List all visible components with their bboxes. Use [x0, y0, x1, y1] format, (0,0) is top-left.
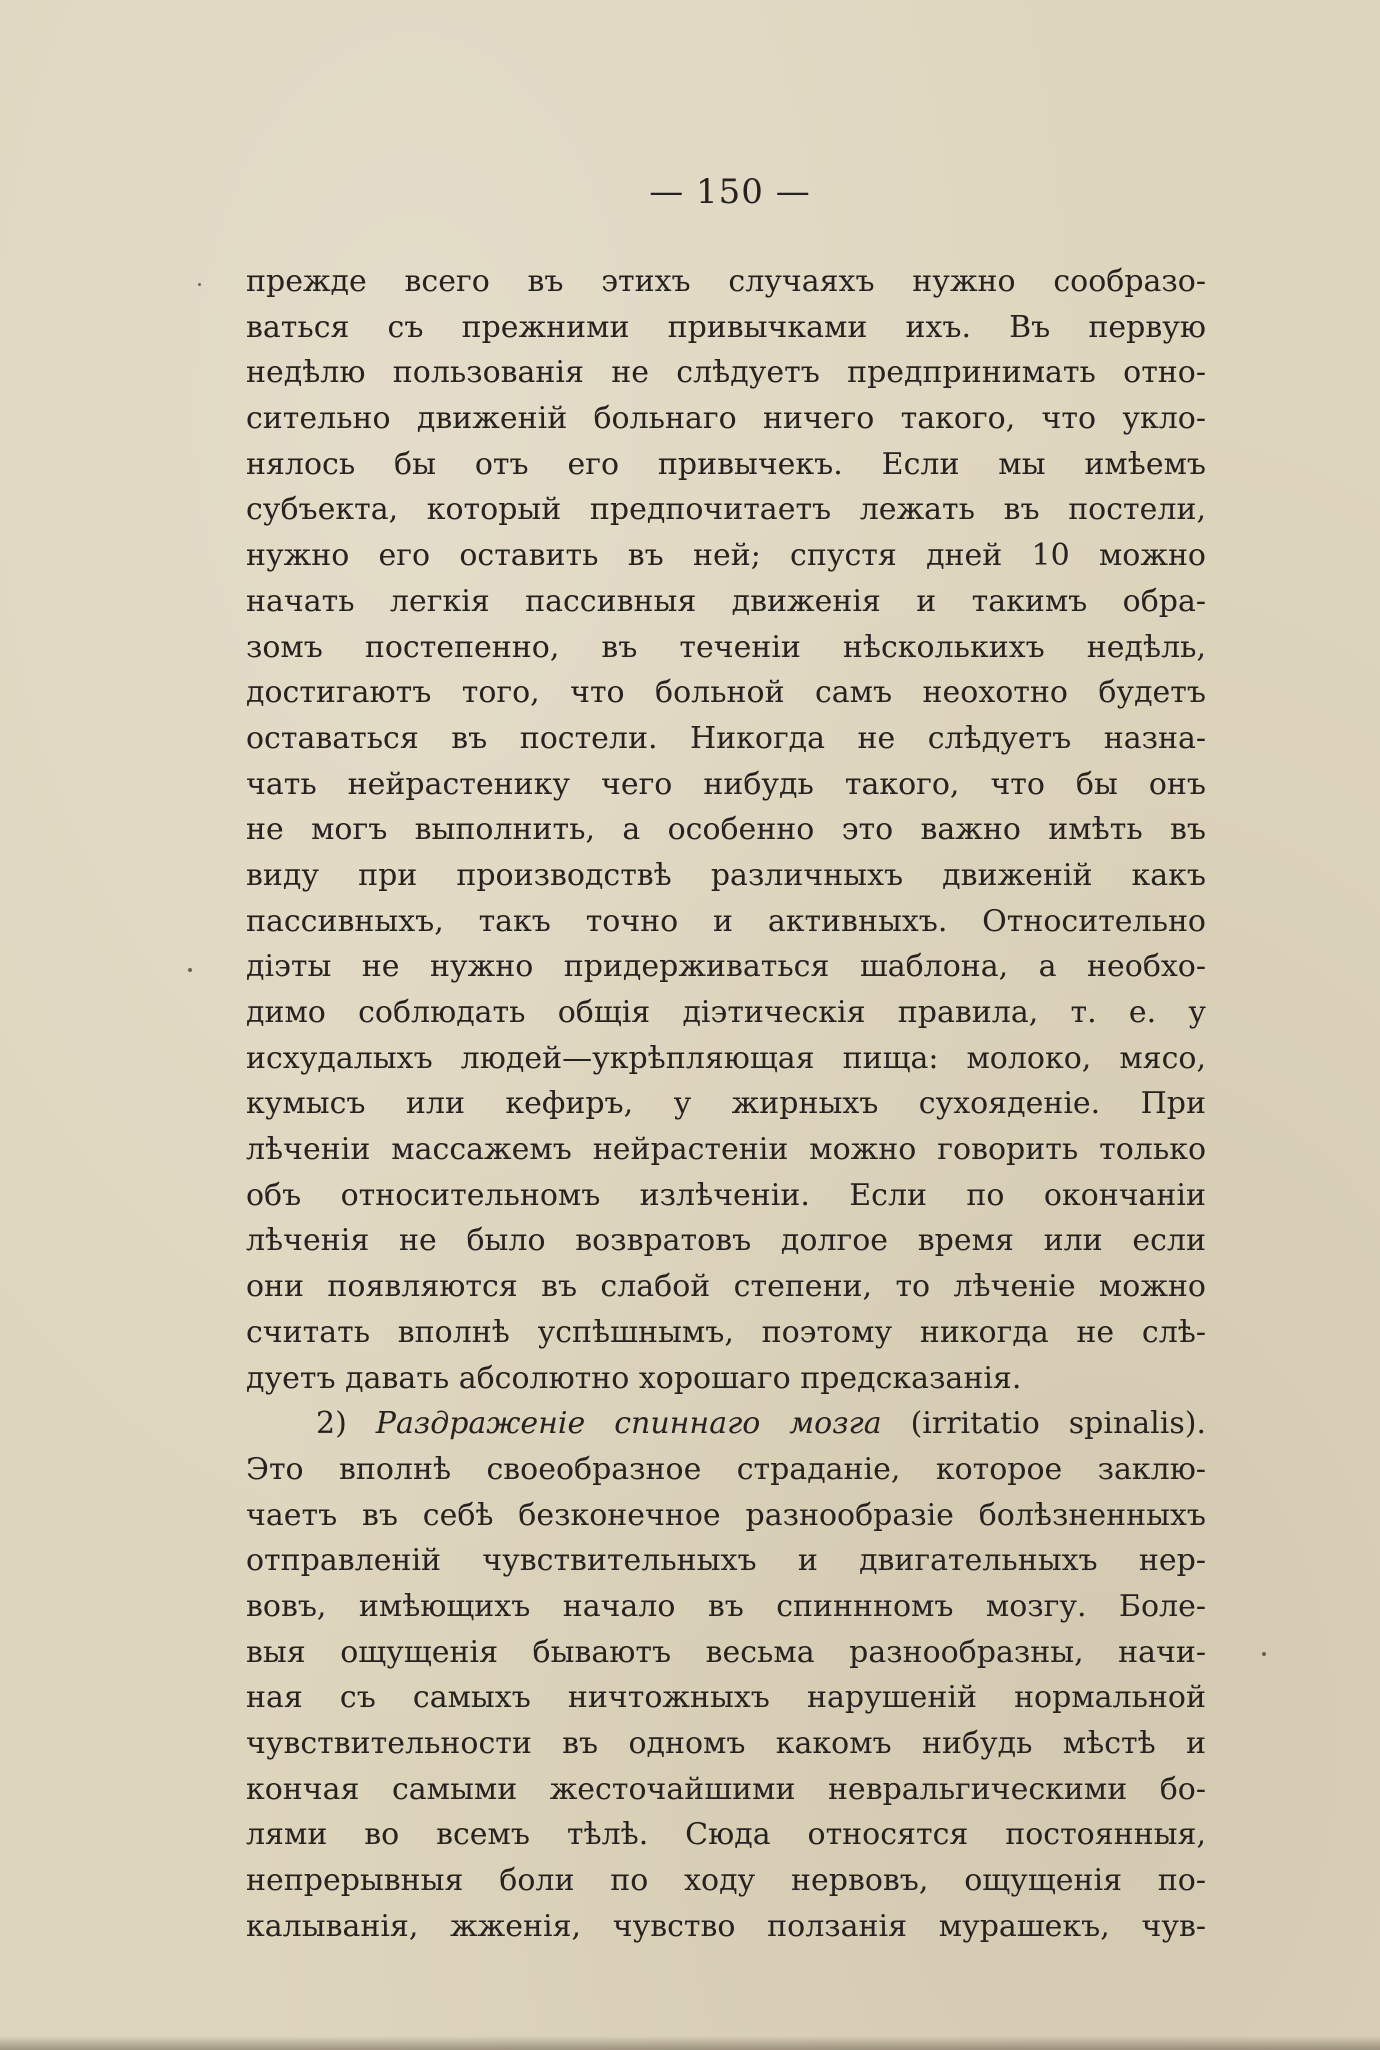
text-line: недѣлю пользованія не слѣдуетъ предпринимать отно-: [246, 355, 1206, 391]
body-text: [246, 259, 1206, 1949]
text-line: считать вполнѣ успѣшнымъ, поэтому никогда не слѣ-: [246, 1314, 1206, 1350]
text-line: діэты не нужно придерживаться шаблона, а необхо-: [246, 949, 1206, 985]
text-line: зомъ постепенно, въ теченіи нѣсколькихъ недѣль,: [246, 629, 1206, 665]
text-line: достигаютъ того, что больной самъ неохотно будетъ: [246, 675, 1206, 711]
text-line: лѣченія не было возвратовъ долгое время или если: [246, 1223, 1206, 1259]
text-line: лѣченіи массажемъ нейрастеніи можно говорить только: [246, 1132, 1206, 1168]
section-latin-term: (irritatio spinalis).: [910, 1406, 1206, 1442]
text-line: субъекта, который предпочитаетъ лежать въ постели,: [246, 492, 1206, 528]
text-line: непрерывныя боли по ходу нервовъ, ощущенія по-: [246, 1863, 1206, 1899]
text-line: виду при производствѣ различныхъ движеній какъ: [246, 857, 1206, 893]
text-line: выя ощущенія бываютъ весьма разнообразны, начи-: [246, 1634, 1206, 1670]
text-line: калыванія, жженія, чувство ползанія мурашекъ, чув-: [246, 1908, 1206, 1944]
text-line: чаетъ въ себѣ безконечное разнообразіе болѣзненныхъ: [246, 1497, 1206, 1533]
section-number: 2): [316, 1406, 347, 1442]
text-line: нужно его оставить въ ней; спустя дней 10 можно: [246, 538, 1206, 574]
paper-speck: [188, 968, 192, 972]
text-line: сительно движеній больнаго ничего такого, что укло-: [246, 401, 1206, 437]
text-line: лями во всемъ тѣлѣ. Сюда относятся постоянныя,: [246, 1817, 1206, 1853]
text-line: исхудалыхъ людей—укрѣпляющая пища: молоко, мясо,: [246, 1040, 1206, 1076]
paper-speck: [198, 283, 201, 286]
text-line: отправленій чувствительныхъ и двигательныхъ нер-: [246, 1543, 1206, 1579]
text-line: чать нейрастенику чего нибудь такого, что бы онъ: [246, 766, 1206, 802]
text-line: оставаться въ постели. Никогда не слѣдуетъ назна-: [246, 720, 1206, 756]
text-line: дуетъ давать абсолютно хорошаго предсказанія.: [246, 1360, 1022, 1396]
text-line: прежде всего въ этихъ случаяхъ нужно сообразо-: [246, 264, 1206, 299]
section-heading-line: [246, 1401, 1206, 1447]
section-title: Раздраженіе спиннаго мозга: [375, 1406, 882, 1442]
text-line: вовъ, имѣющихъ начало въ спиннномъ мозгу. Боле-: [246, 1588, 1206, 1624]
paper-speck: [1262, 1652, 1266, 1656]
text-line: чувствительности въ одномъ какомъ нибудь мѣстѣ и: [246, 1726, 1206, 1761]
text-line: ная съ самыхъ ничтожныхъ нарушеній нормальной: [246, 1680, 1206, 1716]
text-line: пассивныхъ, такъ точно и активныхъ. Относительно: [246, 903, 1206, 939]
text-line: кончая самыми жесточайшими невральгическими бо-: [246, 1771, 1206, 1807]
text-line: они появляются въ слабой степени, то лѣченіе можно: [246, 1269, 1206, 1305]
text-line: кумысъ или кефиръ, у жирныхъ сухояденіе. При: [246, 1086, 1206, 1122]
text-line: нялось бы отъ его привычекъ. Если мы имѣемъ: [246, 446, 1206, 482]
text-line: ваться съ прежними привычками ихъ. Въ первую: [246, 309, 1206, 345]
text-line: не могъ выполнить, а особенно это важно имѣть въ: [246, 812, 1206, 848]
text-line: димо соблюдать общія діэтическія правила, т. е. у: [246, 995, 1206, 1030]
text-line: начать легкія пассивныя движенія и такимъ обра-: [246, 583, 1206, 619]
text-line: объ относительномъ излѣченіи. Если по окончаніи: [246, 1177, 1206, 1213]
page-number: — 150 —: [649, 172, 811, 212]
page-edge-shadow: [0, 2036, 1380, 2050]
text-line: Это вполнѣ своеобразное страданіе, которое заклю-: [246, 1451, 1206, 1487]
